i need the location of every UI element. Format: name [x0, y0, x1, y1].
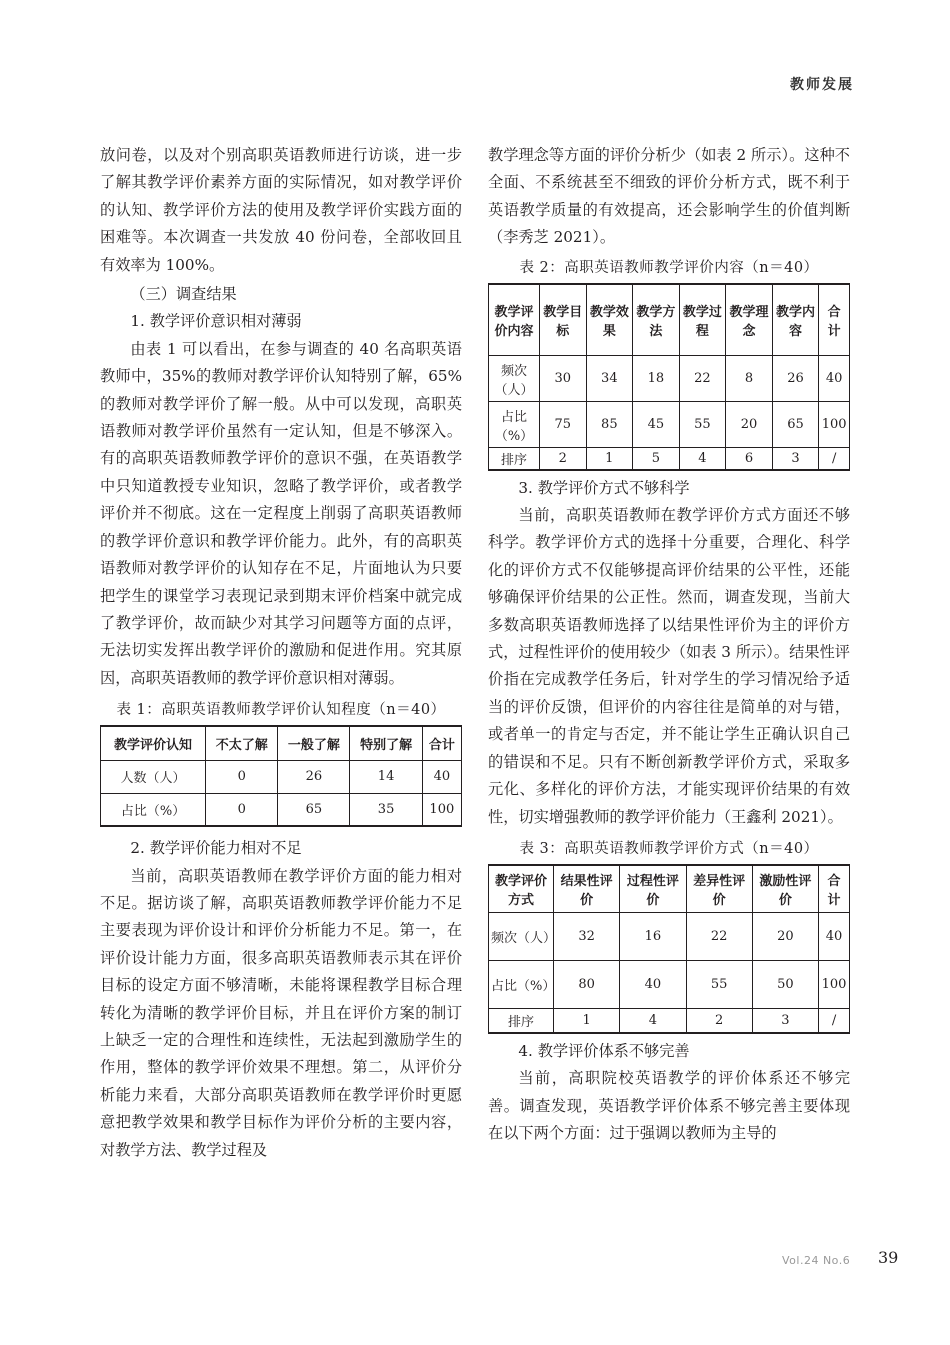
table-header-cell: 教学内容 [772, 284, 819, 356]
subsection-heading: 2. 教学评价能力相对不足 [130, 839, 302, 858]
paragraph: 当前，高职英语教师在教学评价方面的能力相对不足。据访谈了解，高职英语教师教学评价能力不足主要表现为评价设计和评价分析能力不足。第一，在评价设计能力方面，很多高职英语教师表示其在评价目标的设定方面不够清晰，未能将课程教学目标合理转化为清晰的教学评价目标，并且在评价方案的制订上缺乏一定的合理性和连续性，无法起到激励学生的作用，整体的教学评价效果不理想。第二，从评价分析能力来看，大部分高职英语教师在教学评价时更愿意把教学效果和教学目标作为评价分析的主要内容，对教学方法、教学过程及 [100, 866, 462, 1159]
table-header-cell: 合计 [819, 865, 850, 913]
table-row [489, 356, 850, 402]
table-cell: 1 [554, 1009, 620, 1033]
table-cell: 100 [819, 961, 850, 1009]
table1 [100, 725, 462, 827]
table-cell: 1 [586, 448, 633, 470]
table-cell: 26 [278, 760, 350, 793]
table-cell: 占比（%） [101, 793, 206, 826]
table-cell: 20 [752, 913, 818, 961]
table-cell: 4 [679, 448, 726, 470]
left-column [100, 142, 462, 1164]
table-cell: 18 [633, 356, 680, 402]
table-cell: 100 [819, 402, 850, 448]
table-row [489, 913, 850, 961]
table2-caption: 表 2：高职英语教师教学评价内容（n＝40） [519, 259, 819, 276]
table-cell: 32 [554, 913, 620, 961]
table-cell: 频次（人） [489, 356, 540, 402]
table-header-cell: 合计 [422, 726, 461, 760]
table-row [489, 448, 850, 470]
table-header-cell: 不太了解 [206, 726, 278, 760]
table-cell: 5 [633, 448, 680, 470]
table-cell: / [819, 1009, 850, 1033]
table-header-cell: 教学目标 [540, 284, 587, 356]
table-cell: 40 [620, 961, 686, 1009]
table-cell: 40 [819, 913, 850, 961]
subsection-heading: 4. 教学评价体系不够完善 [518, 1041, 690, 1060]
running-header: 教师发展 [790, 77, 854, 93]
table-header-cell: 教学过程 [679, 284, 726, 356]
table-cell: / [819, 448, 850, 470]
table-cell: 3 [772, 448, 819, 470]
table-cell: 35 [350, 793, 422, 826]
table-row [489, 402, 850, 448]
paragraph: 放问卷，以及对个别高职英语教师进行访谈，进一步了解其教学评价素养方面的实际情况，如对教学评价的认知、教学评价方法的使用及教学评价实践方面的困难等。本次调查一共发放 40 份问卷，全部收回且有效率为 100%。 [100, 146, 462, 274]
table-header-cell: 一般了解 [278, 726, 350, 760]
table-row [101, 760, 462, 793]
table-cell: 排序 [489, 1009, 554, 1033]
table-cell: 55 [679, 402, 726, 448]
table-header-cell: 激励性评价 [752, 865, 818, 913]
table-cell: 占比（%） [489, 402, 540, 448]
table-cell: 4 [620, 1009, 686, 1033]
table-cell: 75 [540, 402, 587, 448]
table-cell: 2 [686, 1009, 752, 1033]
table-header-cell: 结果性评价 [554, 865, 620, 913]
table-cell: 0 [206, 793, 278, 826]
table-row [489, 1009, 850, 1033]
table-cell: 80 [554, 961, 620, 1009]
table-cell: 65 [278, 793, 350, 826]
table-cell: 排序 [489, 448, 540, 470]
table-cell: 人数（人） [101, 760, 206, 793]
section-heading: （三）调查结果 [130, 285, 237, 304]
table-cell: 40 [819, 356, 850, 402]
table1-caption: 表 1：高职英语教师教学评价认知程度（n＝40） [116, 702, 446, 719]
volume-label: Vol.24 No.6 [782, 1254, 851, 1267]
table-cell: 22 [686, 913, 752, 961]
paragraph: 教学理念等方面的评价分析少（如表 2 所示）。这种不全面、不系统甚至不细致的评价分析方式，既不利于英语教学质量的有效提高，还会影响学生的价值判断（李秀芝 2021）。 [488, 146, 850, 247]
table-header-cell: 合计 [819, 284, 850, 356]
table3-caption: 表 3：高职英语教师教学评价方式（n＝40） [519, 840, 819, 857]
table-cell: 6 [726, 448, 773, 470]
table-cell: 100 [422, 793, 461, 826]
table-header-cell: 特别了解 [350, 726, 422, 760]
page-number: 39 [878, 1248, 899, 1267]
paragraph: 当前，高职英语教师在教学评价方式方面还不够科学。教学评价方式的选择十分重要，合理化、科学化的评价方式不仅能够提高评价结果的公平性，还能够确保评价结果的公正性。然而，调查发现，当前大多数高职英语教师选择了以结果性评价为主的评价方式，过程性评价的使用较少（如表 3 所示）。结果性评价指在完成教学任务后，针对学生的学习情况给予适当的评价反馈，但评价的内容往往是简单的对与错，或者单一的肯定与否定，并不能让学生正确认识自己的错误和不足。只有不断创新教学评价方式，采取多元化、多样化的评价方法，才能实现评价结果的有效性，切实增强教师的教学评价能力（王鑫利 2021）。 [488, 506, 850, 826]
table-row [489, 961, 850, 1009]
table-cell: 频次（人） [489, 913, 554, 961]
table3 [488, 864, 850, 1034]
table-cell: 20 [726, 402, 773, 448]
table-header-row [489, 284, 850, 356]
table2 [488, 283, 850, 471]
table-cell: 26 [772, 356, 819, 402]
table-cell: 34 [586, 356, 633, 402]
table-cell: 0 [206, 760, 278, 793]
table-cell: 14 [350, 760, 422, 793]
table-header-cell: 教学评价方式 [489, 865, 554, 913]
table-cell: 45 [633, 402, 680, 448]
table-header-cell: 教学理念 [726, 284, 773, 356]
table-header-cell: 教学评价认知 [101, 726, 206, 760]
table-header-cell: 教学方法 [633, 284, 680, 356]
subsection-heading: 1. 教学评价意识相对薄弱 [130, 312, 302, 331]
table-header-cell: 差异性评价 [686, 865, 752, 913]
table-header-cell: 过程性评价 [620, 865, 686, 913]
table-header-row [489, 865, 850, 913]
table-cell: 22 [679, 356, 726, 402]
subsection-heading: 3. 教学评价方式不够科学 [518, 478, 690, 497]
table-cell: 85 [586, 402, 633, 448]
table-cell: 3 [752, 1009, 818, 1033]
table-cell: 65 [772, 402, 819, 448]
table-cell: 30 [540, 356, 587, 402]
table-cell: 50 [752, 961, 818, 1009]
table-header-cell: 教学效果 [586, 284, 633, 356]
table-row [101, 793, 462, 826]
right-column [488, 142, 850, 1148]
paragraph: 当前，高职院校英语教学的评价体系还不够完善。调查发现，英语教学评价体系不够完善主要体现在以下两个方面：过于强调以教师为主导的 [488, 1069, 850, 1143]
table-header-cell: 教学评价内容 [489, 284, 540, 356]
table-header-row [101, 726, 462, 760]
table-cell: 55 [686, 961, 752, 1009]
table-cell: 16 [620, 913, 686, 961]
paragraph: 由表 1 可以看出，在参与调查的 40 名高职英语教师中，35%的教师对教学评价认知特别了解，65%的教师对教学评价了解一般。从中可以发现，高职英语教师对教学评价虽然有一定认知，但是不够深入。有的高职英语教师教学评价的意识不强，在英语教学中只知道教授专业知识，忽略了教学评价，或者教学评价并不彻底。这在一定程度上削弱了高职英语教师的教学评价意识和教学评价能力。此外，有的高职英语教师对教学评价的认知存在不足，片面地认为只要把学生的课堂学习表现记录到期末评价档案中就完成了教学评价，故而缺少对其学习问题等方面的点评，无法切实发挥出教学评价的激励和促进作用。究其原因，高职英语教师的教学评价意识相对薄弱。 [100, 339, 462, 687]
table-cell: 2 [540, 448, 587, 470]
table-cell: 8 [726, 356, 773, 402]
table-cell: 40 [422, 760, 461, 793]
table-cell: 占比（%） [489, 961, 554, 1009]
